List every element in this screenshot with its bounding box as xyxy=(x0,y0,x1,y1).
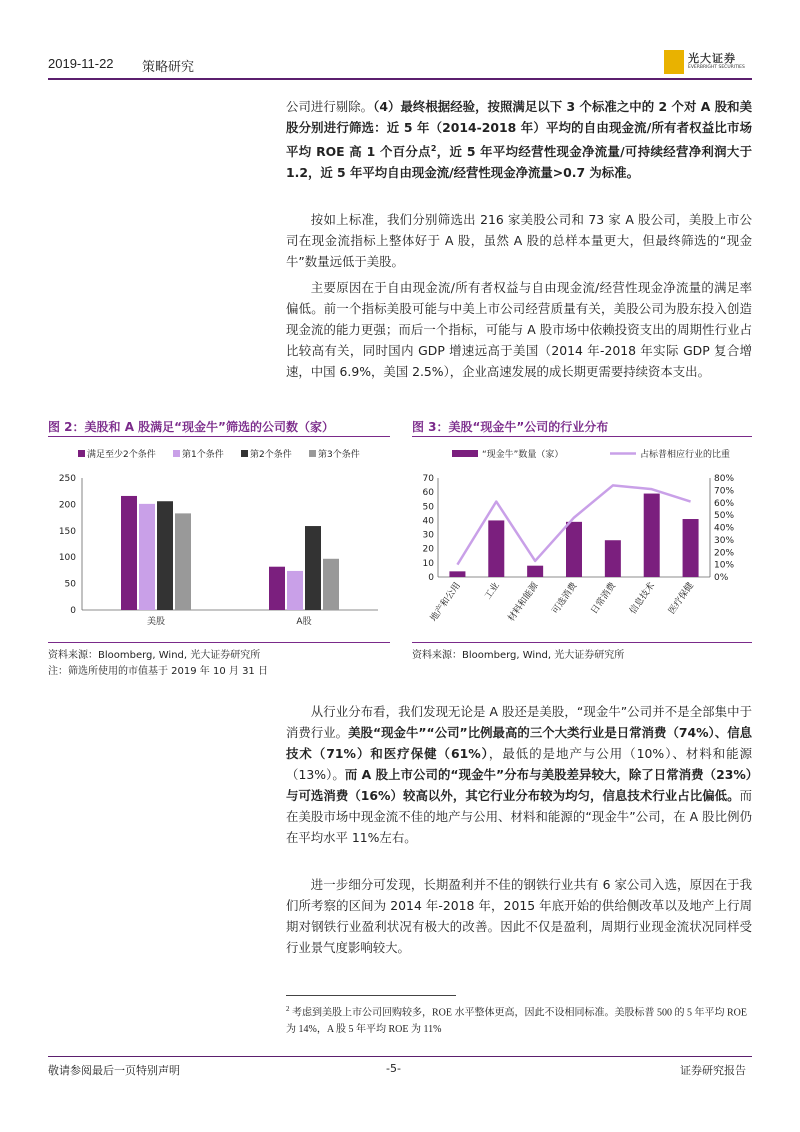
bar-信息技术 xyxy=(644,494,660,577)
x-tick-label: 地产和公用 xyxy=(428,580,463,624)
left-tick-label: 30 xyxy=(422,530,434,541)
legend-label-line: 占标普相应行业的比重 xyxy=(640,450,731,460)
paragraph-3 xyxy=(286,277,752,382)
figure-3-chart xyxy=(412,440,752,640)
x-tick-label: A股 xyxy=(296,617,312,627)
footer-rule xyxy=(48,1056,752,1057)
bar-地产和公用 xyxy=(449,571,465,577)
bar-A股-2 xyxy=(305,526,321,610)
bar-美股-1 xyxy=(139,504,155,610)
x-tick-label: 可选消费 xyxy=(550,580,580,617)
figure-3-rule xyxy=(412,436,752,437)
p4-c: ，最低的是地产与公用（10%）、材料和能源（13%）。 xyxy=(286,746,752,782)
right-tick-label: 70% xyxy=(714,486,735,497)
bar-材料和能源 xyxy=(527,566,543,577)
logo-text-en: EVERBRIGHT SECURITIES xyxy=(688,65,745,70)
legend-swatch-1 xyxy=(173,450,180,457)
footnote-text: 考虑到美股上市公司回购较多，ROE 水平整体更高，因此不设相同标准。美股标普 500 的 5 年平均 ROE 为 14%，A 股 5 年平均 ROE 为 11% xyxy=(286,1007,747,1036)
legend-label-3: 第3个条件 xyxy=(318,450,360,460)
legend-label-2: 第2个条件 xyxy=(250,450,292,460)
figure-2-title: 图 2：美股和 A 股满足“现金牛”筛选的公司数（家） xyxy=(48,420,334,434)
x-tick-label: 信息技术 xyxy=(628,580,658,617)
bar-医疗保健 xyxy=(683,519,699,577)
figure-3-title: 图 3：美股“现金牛”公司的行业分布 xyxy=(412,420,609,434)
legend-label-bar: “现金牛”数量（家） xyxy=(482,450,564,460)
paragraph-4 xyxy=(286,701,752,848)
bar-工业 xyxy=(488,520,504,577)
right-tick-label: 0% xyxy=(714,573,729,583)
left-tick-label: 10 xyxy=(422,558,434,569)
p2-text: 按如上标准，我们分别筛选出 216 家美股公司和 73 家 A 股公司，美股上市公司在现金流指标上整体好于 A 股，虽然 A 股的总样本量更大，但最终筛选的“现金牛”数量远低于美股。 xyxy=(286,212,752,269)
header-rule xyxy=(48,78,752,80)
figure-3-bottom-rule xyxy=(412,642,752,643)
right-tick-label: 80% xyxy=(714,474,735,484)
y-tick-label: 200 xyxy=(58,500,76,511)
right-tick-label: 20% xyxy=(714,548,735,559)
y-tick-label: 250 xyxy=(58,474,76,484)
p4-e: 而在美股市场中现金流不佳的地产与公用、材料和能源的“现金牛”公司，在 A 股比例仍在平均水平 11%左右。 xyxy=(286,788,752,845)
legend-swatch-2 xyxy=(241,450,248,457)
figure-2-source: 资料来源：Bloomberg, Wind, 光大证券研究所 xyxy=(48,650,261,661)
bar-A股-0 xyxy=(269,567,285,610)
footer-disclaimer: 敬请参阅最后一页特别声明 xyxy=(48,1064,180,1077)
right-tick-label: 60% xyxy=(714,498,735,509)
bar-美股-0 xyxy=(121,496,137,610)
x-tick-label: 工业 xyxy=(483,580,502,602)
legend-swatch-3 xyxy=(309,450,316,457)
p1-footnote-mark: 2 xyxy=(430,144,437,153)
report-date: 2019-11-22 xyxy=(48,56,114,71)
legend-swatch-0 xyxy=(78,450,85,457)
page-number: -5- xyxy=(386,1062,401,1075)
y-tick-label: 50 xyxy=(64,579,76,590)
footnote-rule xyxy=(286,995,456,996)
bar-美股-3 xyxy=(175,513,191,610)
legend-label-0: 满足至少2个条件 xyxy=(87,450,156,460)
right-tick-label: 10% xyxy=(714,560,735,571)
bar-A股-1 xyxy=(287,571,303,610)
p1-bold-b: ，近 5 年平均经营性现金净流量/可持续经营净利润大于 1.2，近 5 年平均自由现金流/经营性现金净流量>0.7 为标准。 xyxy=(286,144,752,181)
bar-美股-2 xyxy=(157,501,173,610)
right-tick-label: 40% xyxy=(714,523,735,534)
paragraph-1 xyxy=(286,96,752,183)
right-tick-label: 30% xyxy=(714,535,735,546)
left-tick-label: 0 xyxy=(428,573,434,583)
x-tick-label: 美股 xyxy=(146,617,166,627)
footnote-number: 2 xyxy=(286,1005,290,1013)
p3-text: 主要原因在于自由现金流/所有者权益与自由现金流/经营性现金净流量的满足率偏低。前一个指标美股可能与中美上市公司经营质量有关，美股公司为股东投入创造现金流的能力更强；而后一个指标，可能与 A 股市场中依赖投资支出的周期性行业占比较高有关，同时国内 GDP 增速远高于美国（2014 年-2018 年实际 GDP 复合增速，中国 6.9%，美国 2.5%），企业高速发展的成长期更需要持续资本支出。 xyxy=(286,280,752,379)
bar-日常消费 xyxy=(605,540,621,577)
figure-3-source: 资料来源：Bloomberg, Wind, 光大证券研究所 xyxy=(412,650,625,661)
figure-2-bottom-rule xyxy=(48,642,390,643)
footnote xyxy=(286,1001,752,1038)
brand-logo xyxy=(664,50,754,76)
y-tick-label: 150 xyxy=(58,526,76,537)
left-tick-label: 20 xyxy=(422,544,434,555)
x-tick-label: 日常消费 xyxy=(589,580,619,617)
p4-a: 从行业分布看，我们发现无论是 A 股还是美股，“现金牛”公司并不是全部集中于消费行业。 xyxy=(286,704,752,740)
p1-plain: 公司进行剔除。 xyxy=(286,99,374,114)
x-tick-label: 医疗保健 xyxy=(667,580,697,617)
left-tick-label: 70 xyxy=(422,474,434,484)
left-tick-label: 60 xyxy=(422,488,434,499)
figure-2-note: 注：筛选所使用的市值基于 2019 年 10 月 31 日 xyxy=(48,666,268,677)
p1-bold-a: （4）最终根据经验，按照满足以下 3 个标准之中的 2 个对 A 股和美股分别进行筛选：近 5 年（2014-2018 年）平均的自由现金流/所有者权益比市场平均 ROE 高 1 个百分点 xyxy=(286,99,753,160)
x-tick-label: 材料和能源 xyxy=(506,580,541,624)
p4-b: 美股“现金牛”“公司”比例最高的三个大类行业是日常消费（74%）、信息技术（71%）和医疗保健（61%） xyxy=(286,725,753,761)
left-tick-label: 50 xyxy=(422,502,434,513)
logo-text-cn: 光大证券 xyxy=(688,52,736,65)
bar-A股-3 xyxy=(323,559,339,610)
right-tick-label: 50% xyxy=(714,511,735,522)
p5-text: 进一步细分可发现，长期盈利并不佳的钢铁行业共有 6 家公司入选，原因在于我们所考察的区间为 2014 年-2018 年，2015 年底开始的供给侧改革以及地产上行周期对钢铁行业盈利状况有极大的改善。因此不仅是盈利，周期行业现金流状况同样受行业景气度影响较大。 xyxy=(286,877,752,955)
left-tick-label: 40 xyxy=(422,516,434,527)
figure-2-chart xyxy=(48,440,390,640)
y-tick-label: 100 xyxy=(58,553,76,564)
figure-2-rule xyxy=(48,436,390,437)
paragraph-5 xyxy=(286,874,752,958)
legend-swatch-bar xyxy=(452,450,478,457)
footer-report-type: 证券研究报告 xyxy=(680,1064,746,1077)
p4-d: 而 A 股上市公司的“现金牛”分布与美股差异较大，除了日常消费（23%）与可选消费（16%）较高以外，其它行业分布较为均匀，信息技术行业占比偏低。 xyxy=(286,767,753,803)
report-section: 策略研究 xyxy=(142,60,195,75)
legend-label-1: 第1个条件 xyxy=(182,450,224,460)
paragraph-2 xyxy=(286,209,752,272)
bar-可选消费 xyxy=(566,522,582,577)
y-tick-label: 0 xyxy=(70,606,76,616)
logo-icon xyxy=(664,50,684,74)
